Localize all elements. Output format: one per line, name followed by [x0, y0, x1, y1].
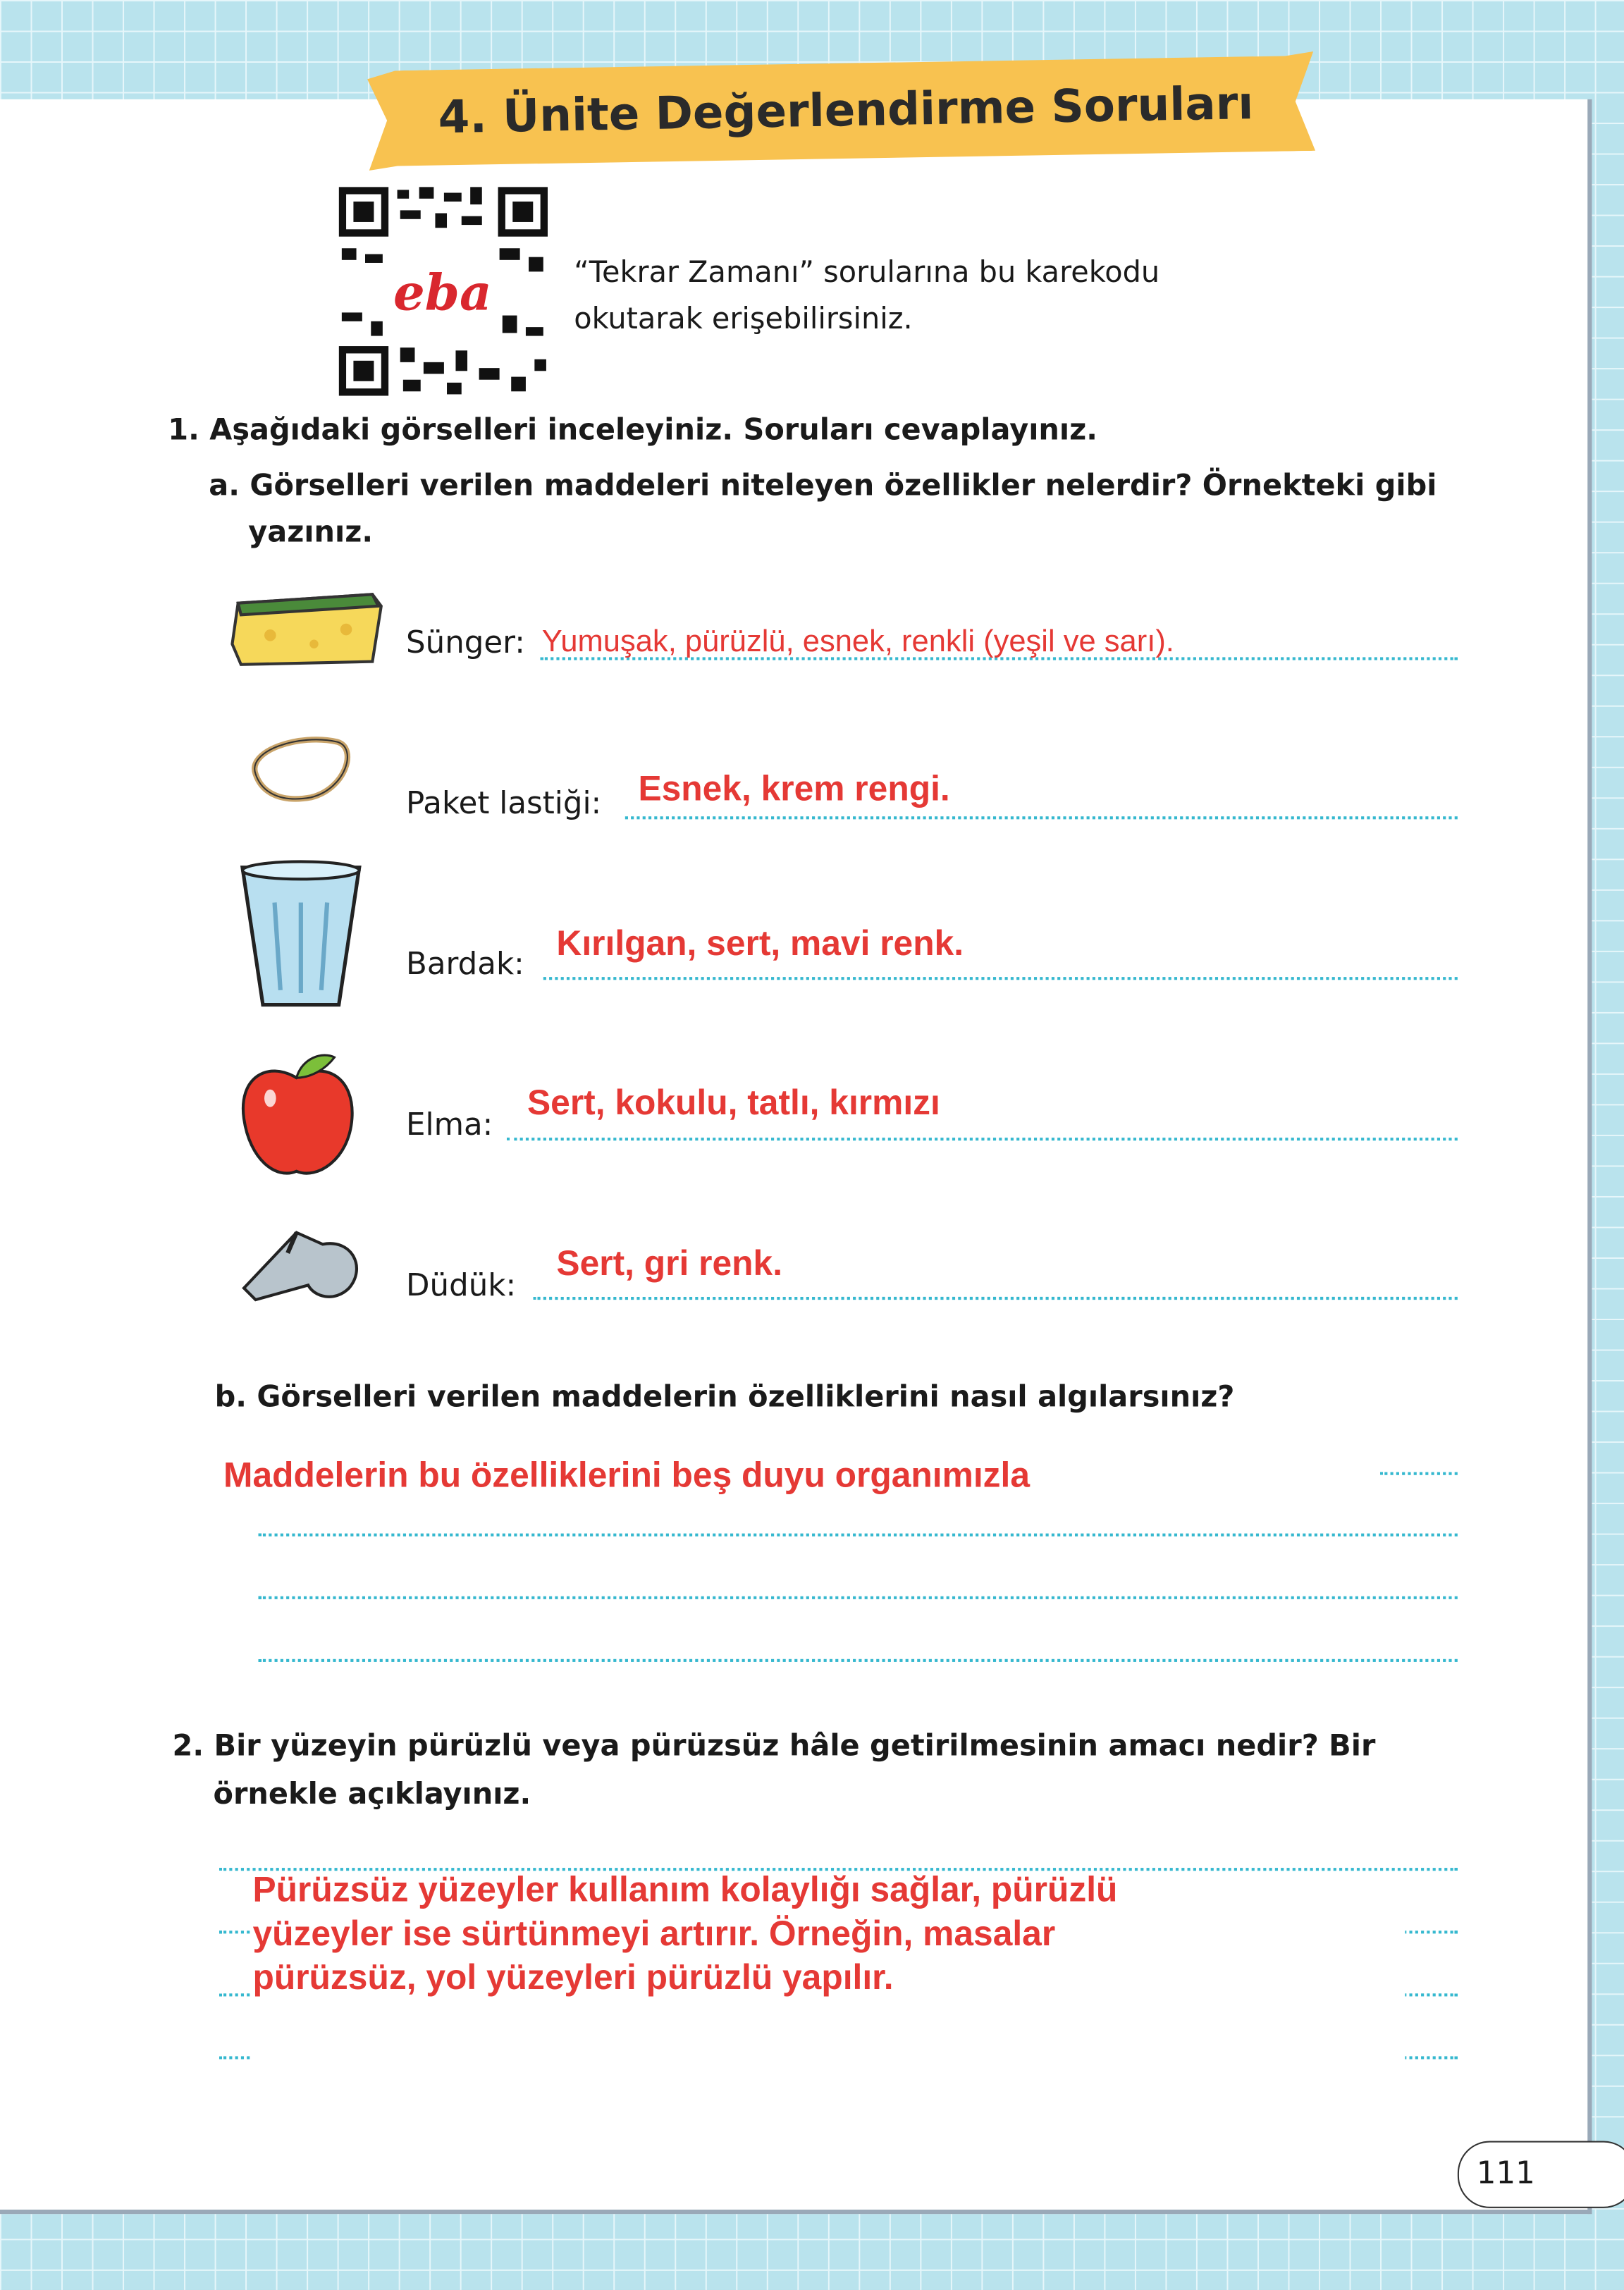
qr-instruction-line1: “Tekrar Zamanı” sorularına bu karekodu [574, 254, 1160, 290]
answer-apple[interactable]: Sert, kokulu, tatlı, kırmızı [527, 1083, 1115, 1136]
answer-line [259, 1534, 1458, 1537]
answer-2-line3: pürüzsüz, yol yüzeyleri pürüzlü yapılır. [252, 1958, 894, 1998]
item-label-sponge: Sünger: [406, 624, 525, 660]
answer-1b[interactable]: Maddelerin bu özelliklerini beş duyu organımızla [223, 1455, 1030, 1496]
page-title: 4. Ünite Değerlendirme Soruları [438, 78, 1254, 144]
answer-line [625, 816, 1458, 819]
item-label-rubber-band: Paket lastiği: [406, 785, 602, 821]
answer-line [543, 977, 1458, 980]
question-1a-line1: a. Görselleri verilen maddeleri niteleyen özellikler nelerdir? Örnekteki gibi [209, 467, 1437, 503]
answer-whistle[interactable]: Sert, gri renk. [556, 1244, 832, 1297]
answer-2-box[interactable] [251, 1871, 1405, 2072]
page-number-badge [1458, 2141, 1624, 2208]
question-1: 1. Aşağıdaki görselleri inceleyiniz. Soruları cevaplayınız. [168, 412, 1097, 448]
sponge-icon [226, 589, 390, 676]
item-label-apple: Elma: [406, 1107, 493, 1143]
answer-line [259, 1659, 1458, 1662]
answer-glass[interactable]: Kırılgan, sert, mavi renk. [556, 925, 1022, 966]
question-2-line1: 2. Bir yüzeyin pürüzlü veya pürüzsüz hâle getirilmesinin amacı nedir? Bir [172, 1728, 1376, 1763]
answer-line [1380, 1472, 1458, 1475]
svg-text:eba: eba [393, 263, 492, 322]
question-1a-line2: yazınız. [248, 514, 374, 550]
answer-rubber-band[interactable]: Esnek, krem rengi. [638, 769, 950, 809]
qr-instruction-line2: okutarak erişebilirsiniz. [574, 300, 913, 336]
glass-icon [237, 858, 365, 1019]
question-1b: b. Görselleri verilen maddelerin özelliklerini nasıl algılarsınız? [214, 1378, 1235, 1414]
apple-icon [238, 1049, 358, 1186]
answer-sponge[interactable]: Yumuşak, pürüzlü, esnek, renkli (yeşil ve sarı). [541, 624, 1174, 659]
rubber-band-icon [241, 730, 358, 812]
answer-2-line2: yüzeyler ise sürtünmeyi artırır. Örneğin, masalar [252, 1914, 1056, 1954]
item-label-glass: Bardak: [406, 946, 524, 982]
answer-line [533, 1297, 1458, 1300]
whistle-icon [238, 1224, 364, 1311]
page-number: 111 [1476, 2155, 1535, 2191]
qr-code[interactable] [339, 187, 548, 395]
answer-line [507, 1138, 1458, 1140]
item-label-whistle: Düdük: [406, 1267, 517, 1303]
question-2-line2: örnekle açıklayınız. [213, 1775, 531, 1811]
answer-2-line1: Pürüzsüz yüzeyler kullanım kolaylığı sağlar, pürüzlü [252, 1871, 1118, 1911]
answer-line [259, 1596, 1458, 1599]
